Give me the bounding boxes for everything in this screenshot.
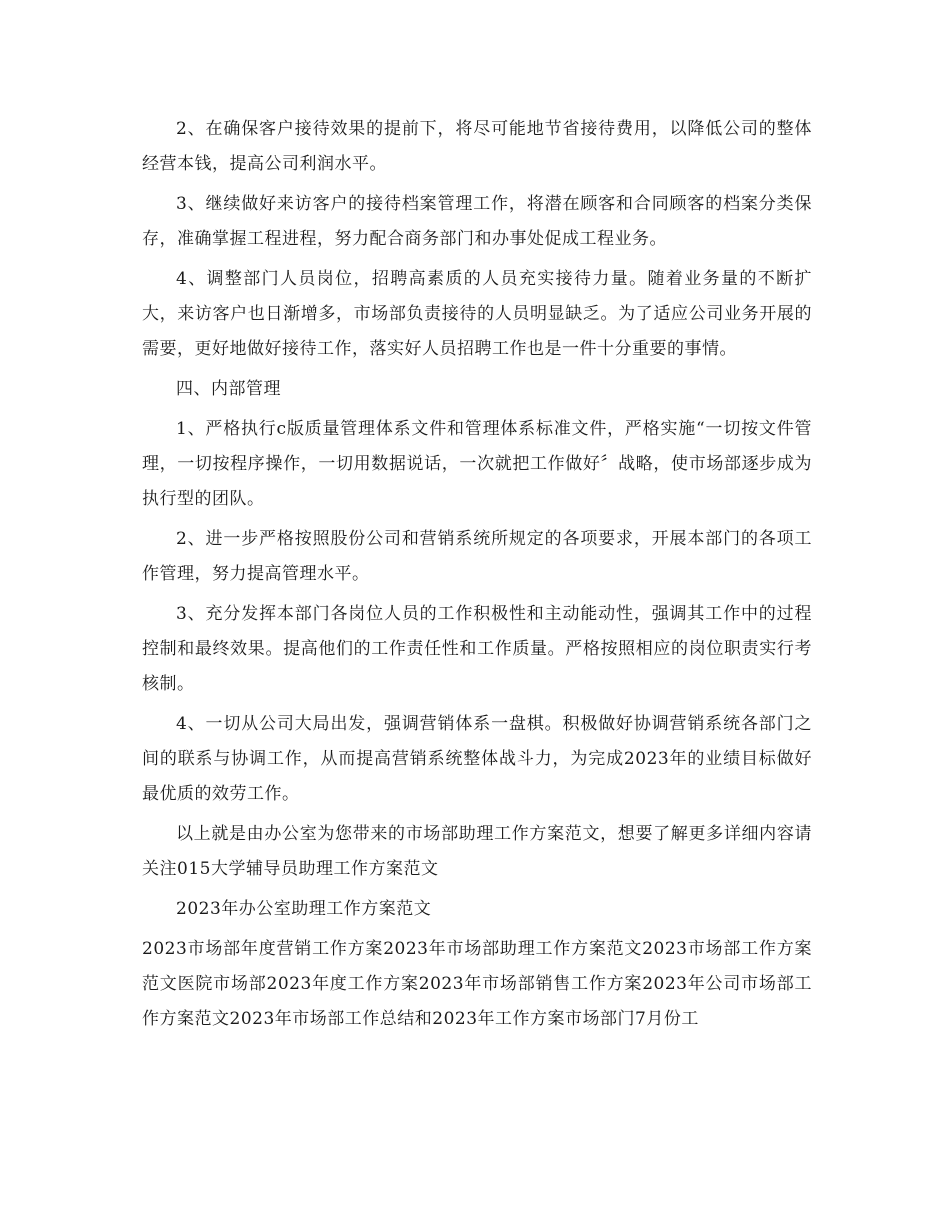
- paragraph-reception-archive: 3、继续做好来访客户的接待档案管理工作，将潜在顾客和合同顾客的档案分类保存，准确掌握工程进程，努力配合商务部门和办事处促成工程业务。: [142, 194, 812, 249]
- related-article-title: 2023年办公室助理工作方案范文: [176, 899, 432, 919]
- paragraph-staff-initiative: 3、充分发挥本部门各岗位人员的工作积极性和主动能动性，强调其工作中的过程控制和最终效果。提高他们的工作责任性和工作质量。严格按照相应的岗位职责实行考核制。: [142, 604, 812, 694]
- paragraph-reception-cost: 2、在确保客户接待效果的提前下，将尽可能地节省接待费用，以降低公司的整体经营本钱，提高公司利润水平。: [142, 119, 812, 174]
- related-links-list: 2023市场部年度营销工作方案2023年市场部助理工作方案范文2023市场部工作方案范文医院市场部2023年度工作方案2023年市场部销售工作方案2023年公司市场部工作方案范文2023年市场部工作总结和2023年工作方案市场部门7月份工: [142, 939, 812, 1029]
- paragraph-coordination: 4、一切从公司大局出发，强调营销体系一盘棋。积极做好协调营销系统各部门之间的联系与协调工作，从而提高营销系统整体战斗力，为完成2023年的业绩目标做好最优质的效劳工作。: [142, 714, 812, 804]
- paragraph-closing-note: 以上就是由办公室为您带来的市场部助理工作方案范文，想要了解更多详细内容请关注015大学辅导员助理工作方案范文: [142, 824, 812, 879]
- paragraph-requirements: 2、进一步严格按照股份公司和营销系统所规定的各项要求，开展本部门的各项工作管理，努力提高管理水平。: [142, 529, 812, 584]
- section-heading-internal-management: 四、内部管理: [176, 379, 281, 399]
- document-page: [142, 112, 812, 1037]
- paragraph-staff-adjustment: 4、调整部门人员岗位，招聘高素质的人员充实接待力量。随着业务量的不断扩大，来访客户也日渐增多，市场部负责接待的人员明显缺乏。为了适应公司业务开展的需要，更好地做好接待工作，落实好人员招聘工作也是一件十分重要的事情。: [142, 269, 812, 359]
- paragraph-quality-system: 1、严格执行c版质量管理体系文件和管理体系标准文件，严格实施“一切按文件管理，一切按程序操作，一切用数据说话，一次就把工作做好〞战略，使市场部逐步成为执行型的团队。: [142, 419, 812, 509]
